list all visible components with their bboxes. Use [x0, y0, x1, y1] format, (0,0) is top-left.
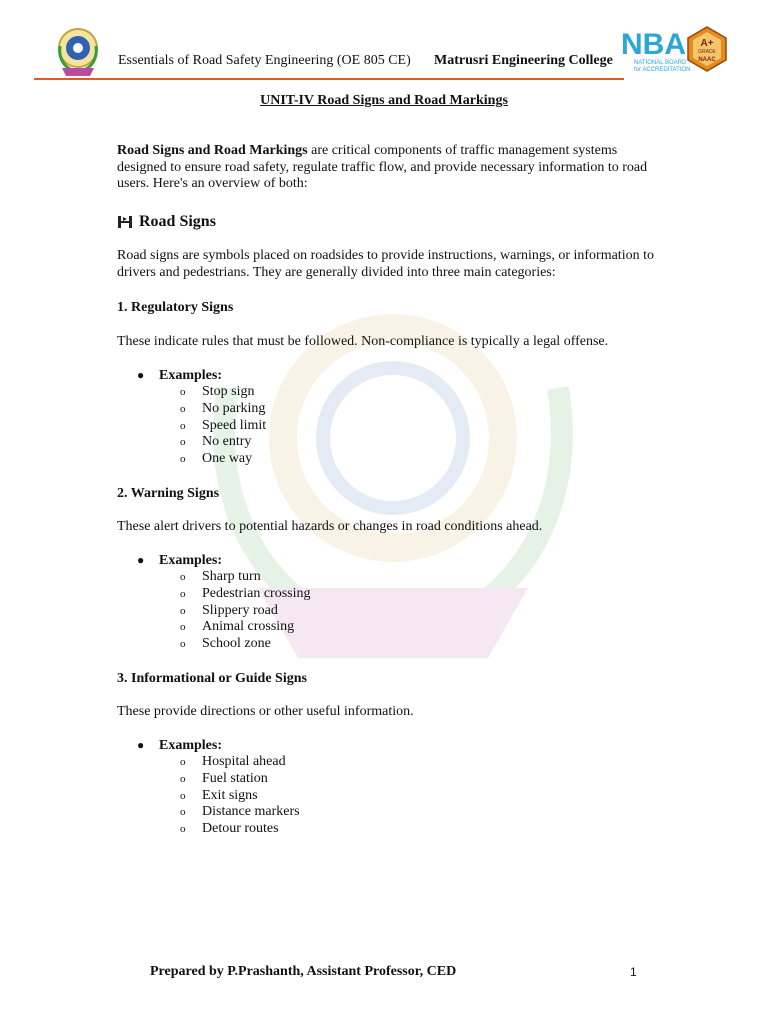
road-sign-icon — [117, 215, 133, 229]
list-item — [180, 569, 310, 586]
list-item-text: School zone — [202, 636, 271, 652]
list-item-text: Slippery road — [202, 602, 278, 618]
list-item — [180, 821, 300, 838]
list-item — [180, 636, 310, 653]
list-item — [180, 754, 300, 771]
list-item — [180, 788, 300, 805]
list-item-text: Animal crossing — [202, 619, 295, 635]
examples-list — [180, 754, 300, 838]
list-item — [180, 804, 300, 821]
circle-bullet-icon: o — [180, 386, 186, 398]
circle-bullet-icon: o — [180, 806, 186, 819]
circle-bullet-icon: o — [180, 571, 186, 583]
list-item — [180, 619, 310, 636]
circle-bullet-icon: o — [180, 823, 186, 836]
intro-paragraph — [117, 143, 657, 193]
list-item — [180, 451, 266, 468]
list-item-text: Fuel station — [202, 770, 268, 786]
list-item — [180, 771, 300, 788]
circle-bullet-icon: o — [180, 453, 186, 466]
nba-logo-mark: NBA — [621, 28, 686, 61]
intro-text: are critical components of traffic management systems designed to ensure road safety, regulate traffic flow, and provide necessary information to road users. Here's an overview of both: — [117, 143, 648, 191]
bullet-icon: ● — [137, 738, 145, 752]
list-item — [180, 384, 266, 401]
examples-bullet — [137, 553, 222, 569]
list-item-text: Pedestrian crossing — [202, 585, 311, 601]
list-item-text: Detour routes — [202, 821, 279, 837]
list-item-text: Speed limit — [202, 417, 267, 433]
examples-label: Examples: — [159, 368, 222, 383]
circle-bullet-icon: o — [180, 638, 186, 651]
list-item-text: Stop sign — [202, 384, 255, 399]
category-description: These alert drivers to potential hazards or changes in road conditions ahead. — [117, 519, 543, 534]
list-item-text: Hospital ahead — [202, 754, 286, 769]
bullet-icon: ● — [137, 368, 145, 382]
list-item-text: No entry — [202, 434, 252, 450]
list-item — [180, 586, 310, 603]
naac-name: NAAC — [698, 57, 716, 63]
road-signs-heading-text: Road Signs — [139, 213, 216, 230]
header-divider — [34, 78, 624, 80]
list-item — [180, 434, 266, 451]
category-heading: 1. Regulatory Signs — [117, 300, 234, 315]
nba-logo-line1: NATIONAL BOARD — [634, 60, 687, 66]
circle-bullet-icon: o — [180, 756, 186, 768]
category-heading: 3. Informational or Guide Signs — [117, 671, 307, 686]
college-emblem-icon — [52, 26, 104, 78]
naac-grade: A+ — [700, 38, 714, 49]
circle-bullet-icon: o — [180, 621, 186, 634]
circle-bullet-icon: o — [180, 436, 186, 449]
college-name: Matrusri Engineering College — [434, 53, 613, 68]
circle-bullet-icon: o — [180, 772, 186, 785]
circle-bullet-icon: o — [180, 604, 186, 617]
page-number: 1 — [630, 965, 637, 979]
list-item-text: Sharp turn — [202, 569, 261, 584]
intro-bold-term: Road Signs and Road Markings — [117, 143, 308, 158]
examples-label: Examples: — [159, 738, 222, 753]
category-description: These indicate rules that must be followed. Non-compliance is typically a legal offense. — [117, 334, 609, 349]
nba-logo-line2: for ACCREDITATION — [634, 67, 691, 73]
road-signs-heading — [117, 213, 216, 231]
examples-label: Examples: — [159, 553, 222, 568]
list-item-text: Distance markers — [202, 804, 300, 820]
examples-bullet — [137, 368, 222, 384]
circle-bullet-icon: o — [180, 587, 186, 600]
bullet-icon: ● — [137, 553, 145, 567]
list-item — [180, 401, 266, 418]
footer-prepared-by: Prepared by P.Prashanth, Assistant Professor, CED — [150, 964, 457, 979]
list-item — [180, 418, 266, 435]
unit-title: UNIT-IV Road Signs and Road Markings — [260, 93, 508, 108]
naac-grade-word: GRADE — [698, 49, 716, 55]
circle-bullet-icon: o — [180, 402, 186, 415]
list-item-text: Exit signs — [202, 787, 258, 803]
category-heading: 2. Warning Signs — [117, 486, 220, 501]
course-title: Essentials of Road Safety Engineering (OE 805 CE) — [118, 53, 411, 68]
road-signs-description: Road signs are symbols placed on roadsides to provide instructions, warnings, or information to drivers and pedestrians. They are generally divided into three main categories: — [117, 248, 654, 280]
list-item-text: One way — [202, 451, 253, 467]
examples-list — [180, 384, 266, 468]
list-item — [180, 603, 310, 620]
examples-bullet — [137, 738, 222, 754]
circle-bullet-icon: o — [180, 419, 186, 432]
category-description: These provide directions or other useful information. — [117, 704, 414, 719]
nba-logo-icon — [620, 24, 691, 74]
examples-list — [180, 569, 310, 653]
circle-bullet-icon: o — [180, 789, 186, 802]
list-item-text: No parking — [202, 400, 266, 416]
naac-badge-icon — [686, 26, 728, 72]
